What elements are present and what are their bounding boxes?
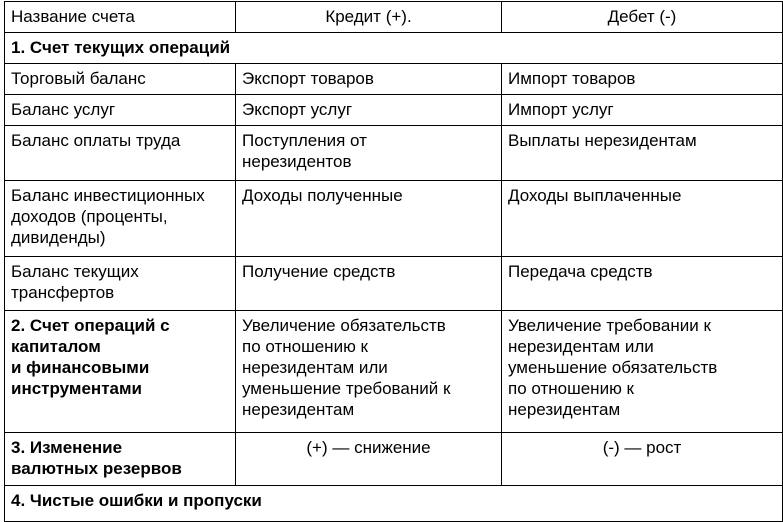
row-credit: Экспорт товаров — [236, 64, 502, 95]
section-errors-omissions: 4. Чистые ошибки и пропуски — [5, 486, 783, 522]
row-debit: Увеличение требовании к нерезидентам или уменьшение обязательств по отношению к нерезидентам — [502, 311, 783, 433]
table-row — [5, 181, 783, 257]
row-credit: Экспорт услуг — [236, 95, 502, 126]
row-account-name: Баланс оплаты труда — [5, 126, 236, 181]
table-row — [5, 95, 783, 126]
row-account-name: 2. Счет операций с капиталом и финансовыми инструментами — [5, 311, 236, 433]
header-debit: Дебет (-) — [502, 2, 783, 33]
section-row-current-account — [5, 33, 783, 64]
table-row — [5, 257, 783, 311]
row-credit: Поступления от нерезидентов — [236, 126, 502, 181]
row-debit: Доходы выплаченные — [502, 181, 783, 257]
header-row — [5, 2, 783, 33]
row-debit: Передача средств — [502, 257, 783, 311]
row-credit: Увеличение обязательств по отношению к нерезидентам или уменьшение требований к нерезидентам — [236, 311, 502, 433]
table-row — [5, 433, 783, 486]
table-row — [5, 311, 783, 433]
section-row-errors — [5, 486, 783, 522]
row-debit: Выплаты нерезидентам — [502, 126, 783, 181]
row-debit: Импорт услуг — [502, 95, 783, 126]
header-credit: Кредит (+). — [236, 2, 502, 33]
table-row — [5, 126, 783, 181]
section-current-account: 1. Счет текущих операций — [5, 33, 783, 64]
row-credit: (+) — снижение — [236, 433, 502, 486]
row-credit: Получение средств — [236, 257, 502, 311]
row-account-name: Баланс инвестиционных доходов (проценты, дивиденды) — [5, 181, 236, 257]
row-account-name: Баланс услуг — [5, 95, 236, 126]
row-account-name: Баланс текущих трансфертов — [5, 257, 236, 311]
row-credit: Доходы полученные — [236, 181, 502, 257]
row-debit: (-) — рост — [502, 433, 783, 486]
table-row — [5, 64, 783, 95]
row-account-name: 3. Изменение валютных резервов — [5, 433, 236, 486]
row-account-name: Торговый баланс — [5, 64, 236, 95]
row-debit: Импорт товаров — [502, 64, 783, 95]
balance-of-payments-table — [4, 1, 783, 522]
header-account-name: Название счета — [5, 2, 236, 33]
